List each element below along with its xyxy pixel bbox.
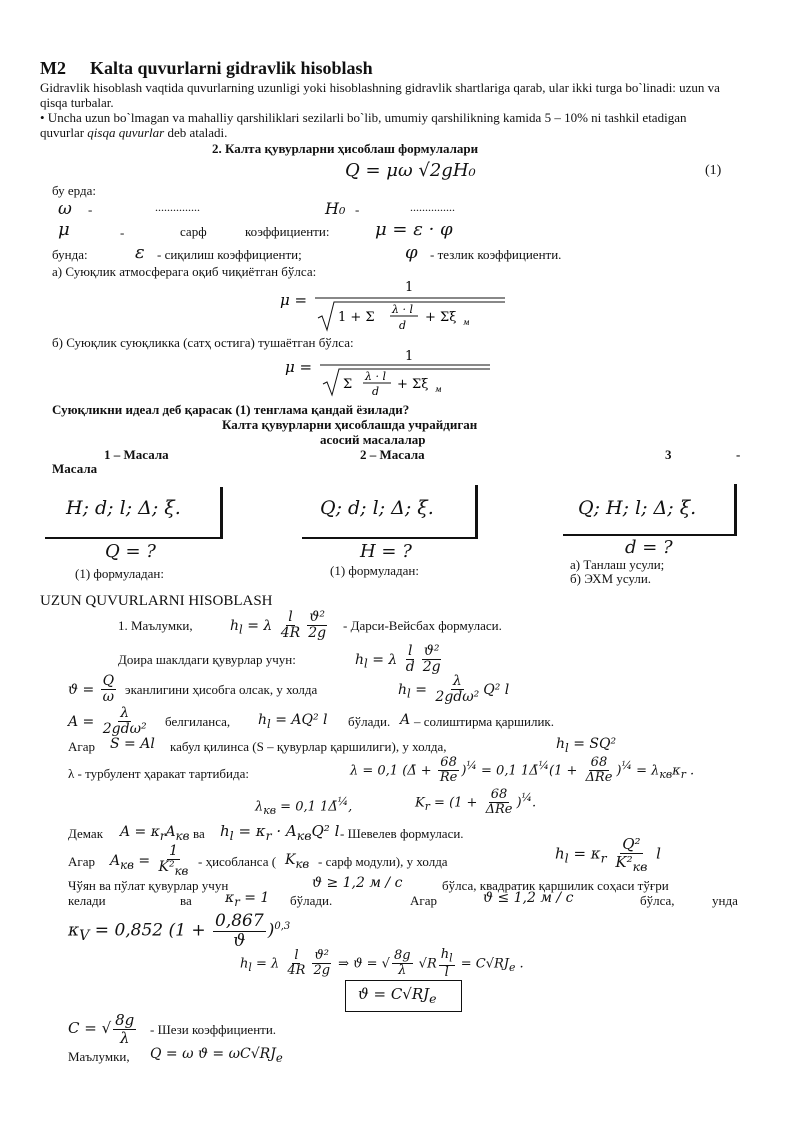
blank-dots: ............... [410, 200, 455, 214]
chezy-derivation: $h_l = \lambda$ $\frac{l}{4R}$ $\frac{\text{ϑ²}}{2g}$ ⇒ ϑ = √ $\frac{8g}{\lambda}$ √R $\frac{h_l}{l}$ = $C√RJ_e$ . [240, 947, 524, 980]
chezy-name: - Шези коэффициенти. [150, 1022, 277, 1037]
svg-text:м: м [435, 385, 442, 394]
dash: - [88, 202, 93, 217]
a-formula: $h_l = AQ^2$ l [258, 712, 328, 731]
main-formula: Q = μω √2gH₀ [345, 160, 476, 181]
problem-2-find: H = ? [360, 541, 412, 562]
problem-1-label: 1 – Масала [104, 447, 169, 462]
lambda-kv-formula: $\lambda_{кв} = 0,1$ 1Δ̄$^{\frac{1}{4}}$, [255, 795, 353, 817]
case-b-text: б) Суюқлик суюқликка (сатҳ остига) тушаётган бўлса: [52, 335, 354, 350]
s-definition: S = Al [110, 736, 155, 752]
case-a-text: а) Суюқлик атмосферага оқиб чиқиётган бўлса: [52, 264, 317, 279]
epsilon-description: - сиқилиш коэффициенти; [157, 247, 302, 262]
section-heading: 2. Калта қувурларни ҳисоблаш формулалари [212, 141, 479, 156]
kr-formula: $K_r = (1$ + $\frac{68}{\text{ΔRe}}$ )$^{\frac{1}{4}}$. [415, 787, 537, 818]
a-description: – солиштирма қаршилик. [414, 714, 554, 729]
long-pipes-heading: UZUN QUVURLARNI HISOBLASH [40, 593, 273, 609]
svg-text:1: 1 [405, 349, 414, 364]
problem-3-label: Масала [52, 461, 98, 476]
a-definition: A = $\frac{\lambda}{\text{2gdω²}}$ [68, 705, 147, 738]
svg-text:м: м [463, 318, 470, 327]
chezy-result-formula: $ϑ = C√RJ_e$ [358, 985, 437, 1006]
mu-equation: μ = ε · φ [375, 219, 453, 240]
darcy-name: - Дарси-Вейсбах формуласи. [343, 618, 502, 633]
s-text: кабул қилинса (S – қувурлар қаршилиги), у холда, [170, 739, 447, 754]
problem-2-label: 2 – Масала [360, 447, 425, 462]
velocity-condition: ϑ ≥ 1,2 м / с [312, 875, 403, 891]
shevelev-intro: Демак [68, 826, 104, 841]
shevelev-name: - Шевелев формуласи. [340, 826, 464, 841]
modulus-formula: $h_l = \kappa_r$ $\frac{\text{Q²}}{K^2_{кв}}$ l [555, 835, 661, 874]
problem-3-find: d = ? [625, 537, 673, 558]
s-intro: Агар [68, 739, 95, 754]
if-word-2: бўлса, [640, 893, 675, 908]
divider [302, 537, 478, 539]
blank-dots: ............... [155, 200, 200, 214]
problem-1-given: H; d; l; Δ; ξ. [66, 497, 181, 519]
cast-iron-text: Чўян ва пўлат қувурлар учун [68, 878, 229, 893]
dash: - [120, 225, 125, 240]
koef-label: коэффициенти: [245, 224, 330, 239]
problem-3-number: 3 [665, 447, 672, 462]
problem-1-method: (1) формуладан: [75, 566, 165, 581]
svg-text:λ · l: λ · l [365, 370, 386, 383]
svg-text:d: d [399, 319, 407, 332]
intro-text [40, 80, 760, 140]
svg-text:1: 1 [405, 280, 414, 295]
svg-text:1 + Σ: 1 + Σ [338, 310, 375, 325]
a-kr-formula: $A = \kappa_rA_{кв}$ [120, 824, 190, 843]
mu-symbol: μ [58, 219, 70, 240]
dash: - [736, 447, 741, 462]
kv-formula: $\kappa_V = 0,852$ (1 + $\frac{0,867}{ϑ}$ )$^{0,3}$ [68, 911, 291, 951]
and-word: ва [193, 826, 205, 841]
if-word: Агар [410, 893, 437, 908]
svg-text:μ =: μ = [285, 358, 313, 376]
dash: - [355, 202, 360, 217]
s-formula: $h_l = SQ^2$ [556, 736, 617, 755]
mu-formula-b [285, 348, 495, 398]
discharge-intro: Маълумки, [68, 1049, 130, 1064]
velocity-formula: ϑ = $\frac{Q}{\omega}$ [68, 673, 115, 706]
modulus-symbol: $K_{кв}$ [285, 852, 310, 871]
problem-1-find: Q = ? [105, 541, 156, 562]
becomes-word: бўлади. [290, 893, 333, 908]
and-word: ва [180, 893, 192, 908]
svg-text:+ Σξ: + Σξ [397, 377, 429, 392]
chezy-coefficient-formula: C = √ $\frac{8g}{\lambda}$ [68, 1011, 135, 1047]
bullet-line: • Uncha uzun bo`lmagan va mahalliy qarshiliklari sezilarli bo`lib, umumiy qarshilikning kamida 5 – 10% ni tashkil etadigan [40, 110, 687, 125]
discharge-formula: Q = ω $ϑ = \omega C√RJ_e$ [150, 1046, 283, 1065]
section-code: M2 [40, 58, 66, 78]
divider [45, 537, 223, 539]
h0-symbol: H₀ [325, 199, 346, 218]
a-text: белгиланса, [165, 714, 231, 729]
intro-line: Gidravlik hisoblash vaqtida quvurlarning uzunligi yoki hisoblashning gidravlik shartlariga qarab, ular ikki turga bo`linadi: uzun va [40, 80, 720, 95]
modulus-text-2: - сарф модули), у холда [318, 854, 448, 869]
a-symbol: A [400, 712, 411, 728]
modulus-definition: $A_{кв}$ = $\frac{1}{K^2_{кв}}$ [110, 843, 189, 879]
page-title: Kalta quvurlarni gidravlik hisoblash [90, 58, 373, 78]
round-pipes-text: Доира шаклдаги қувурлар учун: [118, 652, 296, 667]
svg-text:λ · l: λ · l [392, 303, 413, 316]
mu-formula-a [280, 278, 510, 334]
a-text-2: бўлади. [348, 714, 391, 729]
darcy-formula: $h_l = \lambda$ $\frac{l}{4R}$ $\frac{\text{ϑ²}}{2g}$ [230, 609, 327, 642]
modulus-text: - ҳисобланса ( [198, 854, 277, 869]
problem-3-method-a: а) Танлаш усули; [570, 557, 665, 572]
then-word: унда [712, 893, 738, 908]
problem-2-given: Q; d; l; Δ; ξ. [320, 497, 434, 519]
bunda-label: бунда: [52, 247, 88, 262]
quadratic-text: бўлса, квадратик қаршилик соҳаси тўғри [442, 878, 669, 893]
problems-subtitle: асосий масалалар [320, 432, 426, 447]
epsilon-symbol: ε [135, 242, 145, 263]
formula-number: (1) [705, 163, 722, 178]
velocity-condition-2: ϑ ≤ 1,2 м / с [483, 890, 574, 906]
lambda-formula: λ = 0,1 (Δ̄ + $\frac{68}{Re}$ )$^{\frac{1}{4}}$ = 0,1 1Δ̄$^{\frac{1}{4}}$(1 + $\frac{68}{\text{ΔRe}}$ )$^{\frac{1}{4}} = \lambda_{кв}\kappa_r$ . [350, 755, 695, 786]
divider [563, 534, 737, 536]
problems-title: Калта қувурларни ҳисоблашда учрайдиган [222, 417, 478, 432]
svg-text:μ =: μ = [280, 291, 308, 309]
divider [475, 485, 478, 539]
intro-line: qisqa turbalar. [40, 95, 114, 110]
phi-description: - тезлик коэффициенти. [430, 247, 562, 262]
svg-text:+ Σξ: + Σξ [425, 310, 457, 325]
divider [220, 487, 223, 539]
bullet-line: quvurlar qisqa quvurlar deb ataladi. [40, 125, 228, 140]
problem-3-method-b: б) ЭХМ усули. [570, 571, 652, 586]
omega-symbol: ω [58, 199, 72, 219]
problem-2-method: (1) формуладан: [330, 563, 420, 578]
kr-one: $\kappa_r = 1$ [225, 890, 270, 909]
headloss-formula: $h_l$ = $\frac{\lambda}{\text{2gdω²}}$ Q² l [398, 673, 510, 706]
divider [734, 484, 737, 536]
question-text: Суюқликни идеал деб қарасак (1) тенглама қандай ёзилади? [52, 402, 410, 417]
round-pipe-formula: $h_l = \lambda$ $\frac{l}{d}$ $\frac{\text{ϑ²}}{2g}$ [355, 643, 441, 676]
modulus-intro: Агар [68, 854, 95, 869]
sarf-label: сарф [180, 224, 207, 239]
shevelev-formula: $h_l = \kappa_r \cdot A_{кв}Q^2$ l [220, 822, 340, 843]
fits-word: келади [68, 893, 106, 908]
svg-text:Σ: Σ [343, 377, 353, 392]
velocity-text: эканлигини ҳисобга олсак, у холда [125, 682, 318, 697]
darcy-intro: 1. Маълумки, [118, 618, 193, 633]
turbulent-text: λ - турбулент ҳаракат тартибида: [68, 766, 250, 781]
problem-3-given: Q; H; l; Δ; ξ. [578, 497, 697, 519]
svg-text:d: d [372, 385, 380, 398]
bu-erda-label: бу ерда: [52, 183, 96, 198]
phi-symbol: φ [405, 242, 418, 263]
